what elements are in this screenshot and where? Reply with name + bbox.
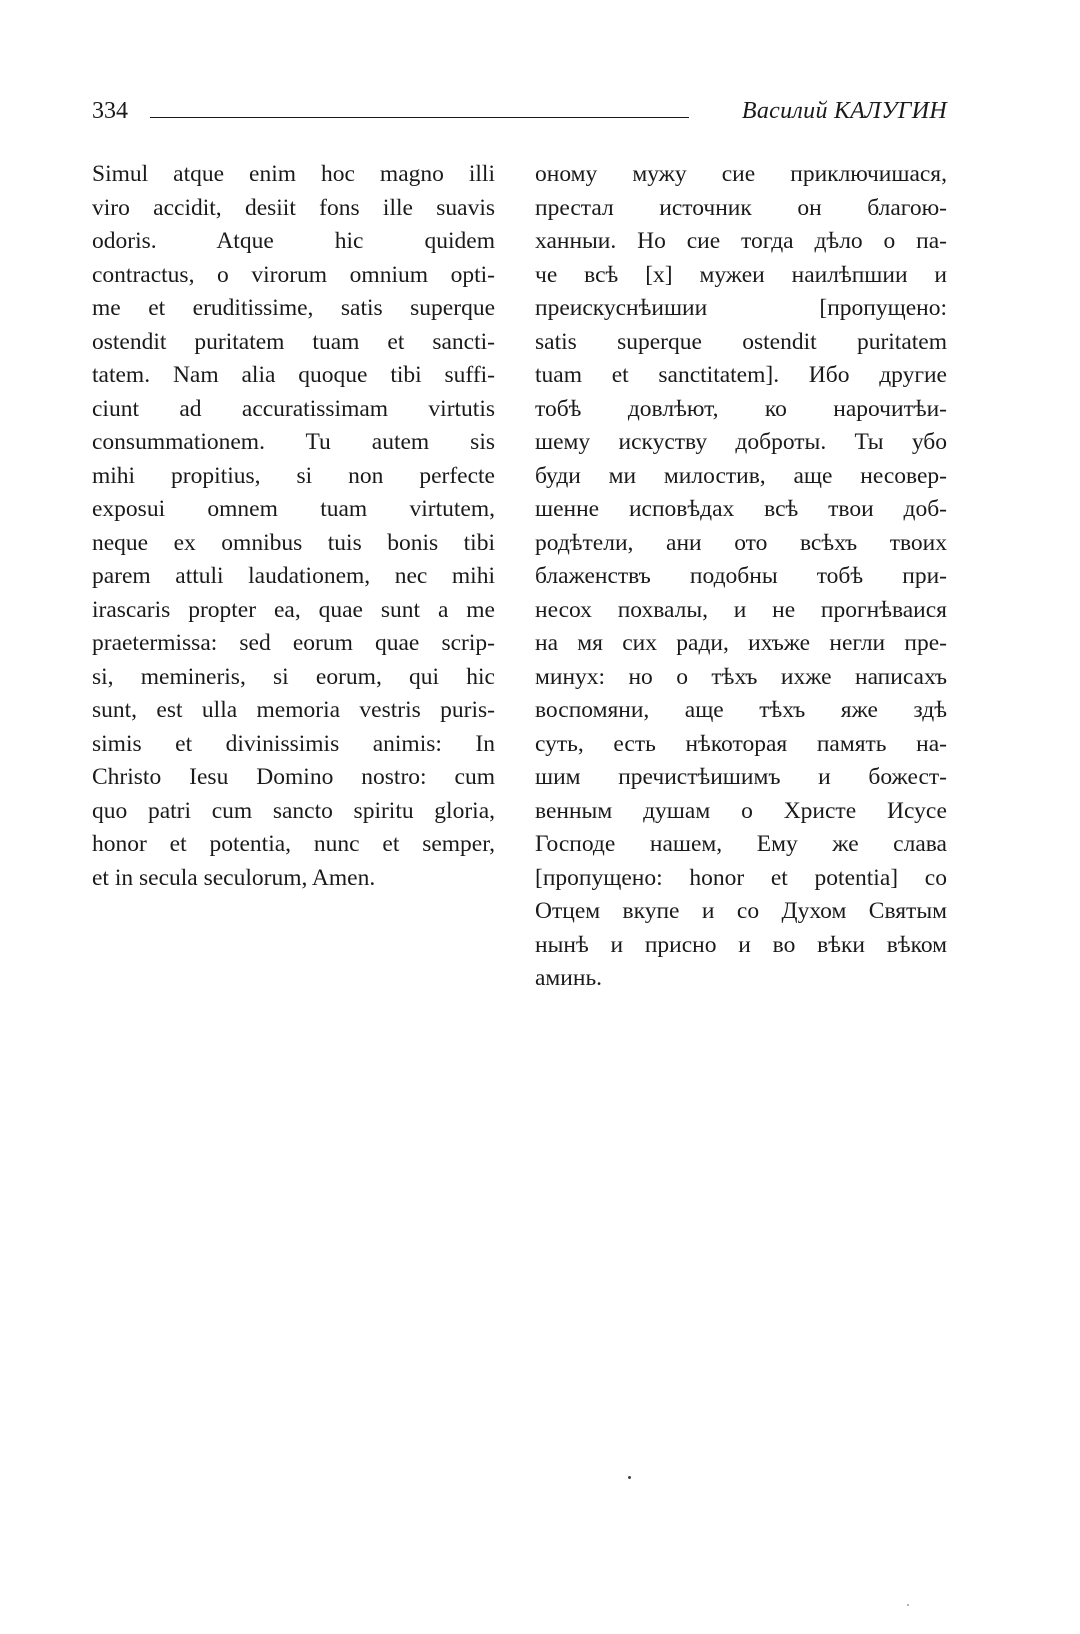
text-line: тобѣ довлѣют, ко нарочитѣи-: [535, 395, 947, 422]
text-line: на мя сих ради, ихъже негли пре-: [535, 630, 947, 656]
text-line: оному мужу сие приключишася,: [535, 161, 947, 187]
text-line: преискуснѣишии [пропущено:: [535, 295, 947, 321]
text-line: несох похвалы, и не прогнѣваися: [535, 596, 947, 623]
text-line: Christo Iesu Domino nostro: cum: [92, 764, 495, 790]
header-rule: [150, 117, 689, 118]
text-line: [пропущено: honor et potentia] со: [535, 864, 947, 891]
text-line: че всѣ [х] мужеи наилѣпшии и: [535, 261, 947, 288]
text-line: sunt, est ulla memoria vestris puris-: [92, 697, 495, 723]
running-title: Василий КАЛУГИН: [741, 98, 947, 124]
text-line: нынѣ и присно и во вѣки вѣком: [535, 931, 947, 958]
text-line: Отцем вкупе и со Духом Святым: [535, 898, 947, 924]
text-line: Simul atque enim hoc magno illi: [92, 161, 495, 187]
text-line: Господе нашем, Ему же слава: [535, 831, 947, 857]
text-line: престал источник он благою-: [535, 194, 947, 221]
running-head: [92, 96, 947, 132]
scan-speck: [907, 1604, 909, 1606]
text-line: me et eruditissime, satis superque: [92, 295, 495, 321]
text-line: минух: но о тѣхъ ихже написахъ: [535, 663, 947, 690]
text-line: шенне исповѣдах всѣ твои доб-: [535, 496, 947, 522]
text-line: et in secula seculorum, Amen.: [92, 864, 376, 891]
text-line: венным душам о Христе Исусе: [535, 797, 947, 824]
text-line: quo patri cum sancto spiritu gloria,: [92, 797, 495, 824]
scan-speck: [628, 1476, 631, 1479]
text-line: contractus, o virorum omnium opti-: [92, 261, 495, 288]
text-line: tuam et sanctitatem]. Ибо другие: [535, 362, 947, 388]
text-line: шим пречистѣишимъ и божест-: [535, 764, 947, 790]
text-line: parem attuli laudationem, nec mihi: [92, 563, 495, 589]
text-line: honor et potentia, nunc et semper,: [92, 831, 495, 857]
page-number: 334: [92, 98, 128, 124]
text-line: ciunt ad accuratissimam virtutis: [92, 395, 495, 422]
text-line: viro accidit, desiit fons ille suavis: [92, 194, 495, 221]
text-line: mihi propitius, si non perfecte: [92, 462, 495, 489]
text-line: родѣтели, ани ото всѣхъ твоих: [535, 529, 947, 556]
text-line: ostendit puritatem tuam et sancti-: [92, 328, 495, 355]
text-line: irascaris propter ea, quae sunt a me: [92, 596, 495, 623]
text-line: satis superque ostendit puritatem: [535, 328, 947, 355]
text-line: praetermissa: sed eorum quae scrip-: [92, 630, 495, 656]
text-line: simis et divinissimis animis: In: [92, 730, 495, 757]
latin-column: [92, 158, 495, 895]
slavonic-column: [535, 158, 947, 996]
text-line: шему искуству доброты. Ты убо: [535, 429, 947, 455]
text-line: odoris. Atque hic quidem: [92, 228, 495, 254]
text-line: si, memineris, si eorum, qui hic: [92, 663, 495, 690]
text-line: аминь.: [535, 965, 603, 991]
text-line: воспомяни, аще тѣхъ яже здѣ: [535, 697, 947, 723]
text-line: блаженствъ подобны тобѣ при-: [535, 563, 947, 589]
text-line: tatem. Nam alia quoque tibi suffi-: [92, 362, 495, 388]
text-line: consummationem. Tu autem sis: [92, 429, 495, 455]
text-line: neque ex omnibus tuis bonis tibi: [92, 529, 495, 556]
text-line: буди ми милостив, аще несовер-: [535, 462, 947, 489]
text-line: суть, есть нѣкоторая память на-: [535, 730, 947, 757]
text-line: exposui omnem tuam virtutem,: [92, 496, 495, 522]
text-line: ханныи. Но сие тогда дѣло о па-: [535, 228, 947, 254]
